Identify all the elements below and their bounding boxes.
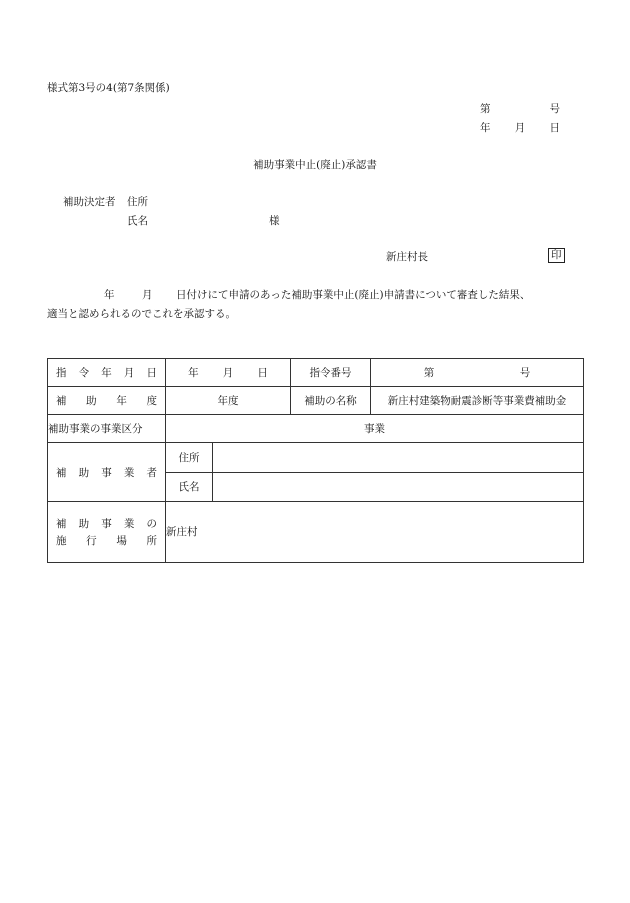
body-year: 年 [104, 289, 115, 301]
subsidy-name-value: 新庄村建築物耐震診断等事業費補助金 [371, 387, 584, 415]
fiscal-year-value[interactable]: 年度 [166, 387, 291, 415]
seal-mark [548, 248, 565, 263]
operator-name-label: 氏名 [166, 472, 213, 501]
date-month: 月 [514, 122, 526, 134]
row-site [48, 501, 584, 562]
document-date [480, 120, 560, 135]
recipient-honorific: 様 [269, 215, 280, 227]
document-number [480, 101, 560, 116]
row-operator-address [48, 443, 584, 472]
subsidy-name-label: 補助の名称 [291, 387, 371, 415]
seal-label: 印 [548, 248, 565, 263]
body-line1: 日付けにて申請のあった補助事業中止(廃止)申請書について審査した結果、 [176, 289, 531, 301]
recipient-address-label: 住所 [127, 196, 148, 208]
recipient-role: 補助決定者 [63, 196, 116, 208]
date-day: 日 [549, 122, 560, 134]
operator-name-field[interactable] [213, 472, 584, 501]
operator-address-field[interactable] [213, 443, 584, 472]
order-number-label: 指令番号 [291, 359, 371, 387]
operator-address-label: 住所 [166, 443, 213, 472]
body-line2: 適当と認められるのでこれを承認する。 [47, 308, 236, 320]
row-project-category [48, 415, 584, 443]
fiscal-year-label: 補 助 年 度 [48, 387, 166, 415]
project-category-label: 補助事業の事業区分 [48, 415, 166, 443]
recipient-name-label: 氏名 [127, 215, 148, 227]
issuer-name: 新庄村長 [386, 251, 428, 263]
operator-label: 補 助 事 業 者 [48, 443, 166, 501]
site-value[interactable]: 新庄村 [166, 501, 584, 562]
row-fiscal-year [48, 387, 584, 415]
project-category-value[interactable]: 事業 [166, 415, 584, 443]
order-date-label: 指 令 年 月 日 [48, 359, 166, 387]
site-label: 補 助 事 業 の 施 行 場 所 [48, 501, 166, 562]
row-order-date [48, 359, 584, 387]
document-number-go: 号 [549, 103, 560, 115]
order-date-value[interactable]: 年 月 日 [166, 359, 291, 387]
form-number: 様式第3号の4(第7条関係) [47, 82, 170, 94]
body-month: 月 [142, 289, 153, 301]
date-year: 年 [480, 122, 491, 134]
document-title: 補助事業中止(廃止)承認書 [253, 159, 377, 171]
order-number-value[interactable]: 第 号 [371, 359, 584, 387]
approval-table [47, 358, 584, 563]
document-number-dai: 第 [480, 103, 491, 115]
